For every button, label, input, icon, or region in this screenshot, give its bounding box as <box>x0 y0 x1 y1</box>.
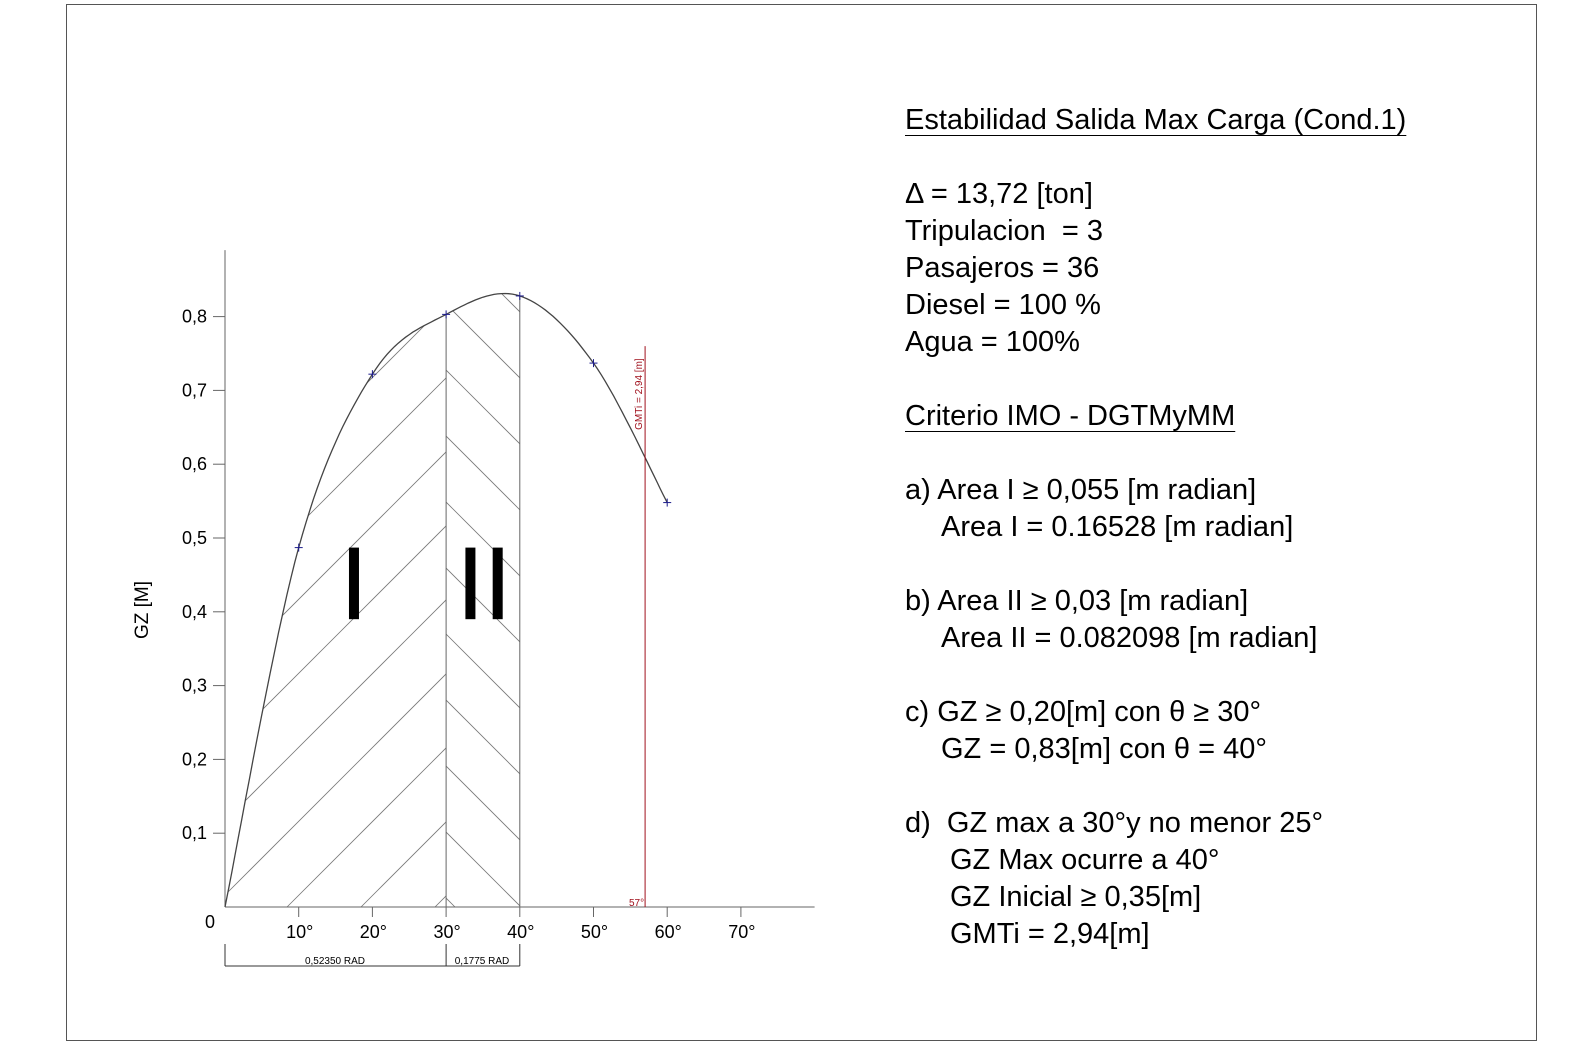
x-tick-label: 60° <box>654 922 682 942</box>
x-tick-label: 40° <box>507 922 535 942</box>
hatch-line <box>139 107 880 907</box>
area-ii-span-label: 0,1775 RAD <box>454 956 510 967</box>
hatch-line <box>0 107 455 907</box>
y-axis-label: GZ [M] <box>132 580 153 640</box>
hatch-line <box>777 107 880 907</box>
hatch-line <box>0 107 389 907</box>
hatch-line <box>583 107 880 907</box>
hatch-line <box>0 107 125 907</box>
hatch-line <box>0 107 347 907</box>
hatch-line <box>843 107 880 907</box>
hatch-line <box>447 107 880 907</box>
gz-point <box>442 310 450 318</box>
y-tick-label: 0,7 <box>181 380 207 401</box>
criterion-d-requirement: d) GZ max a 30°y no menor 25° <box>905 807 1324 839</box>
info-title: Estabilidad Salida Max Carga (Cond.1) <box>905 104 1407 136</box>
area-i-symbol <box>349 548 359 620</box>
gz-point <box>295 544 303 552</box>
hatch-line <box>0 107 569 907</box>
hatch-line <box>0 107 653 907</box>
y-tick-label: 0,3 <box>181 675 207 696</box>
hatch-line <box>183 107 880 907</box>
area-i-hatch <box>0 107 880 907</box>
x-tick-label: 30° <box>433 922 461 942</box>
hatch-line <box>711 107 880 907</box>
area-ii-symbol <box>465 548 502 620</box>
x-tick-label: 10° <box>286 922 314 942</box>
y-tick-label: 0,2 <box>181 749 207 770</box>
hatch-line <box>879 107 880 907</box>
stability-info-panel <box>905 102 1525 953</box>
gz-point <box>663 499 671 507</box>
hatch-line <box>51 107 851 907</box>
criterion-c-requirement: c) GZ ≥ 0,20[m] con θ ≥ 30° <box>905 696 1262 728</box>
criterion-d-initial-gz: GZ Inicial ≥ 0,35[m] <box>950 881 1202 913</box>
hatch-line <box>381 107 880 907</box>
hatch-line <box>117 107 880 907</box>
y-tick-label: 0,5 <box>181 528 207 548</box>
criterion-c-result: GZ = 0,83[m] con θ = 40° <box>941 733 1267 765</box>
hatch-line <box>0 107 521 907</box>
hatch-line <box>287 107 880 907</box>
hatch-line <box>213 107 880 907</box>
hatch-line <box>579 107 880 907</box>
hatch-line <box>0 107 191 907</box>
area-i-span-label: 0,52350 RAD <box>304 956 366 967</box>
criterion-d-gmt: GMTi = 2,94[m] <box>950 918 1150 950</box>
hatch-line <box>435 107 880 907</box>
x-tick-label: 20° <box>359 922 388 942</box>
hatch-line <box>0 107 273 907</box>
hatch-line <box>0 107 257 907</box>
param-displacement: Δ = 13,72 [ton] <box>905 178 1093 210</box>
origin-label: 0 <box>204 912 216 932</box>
hatch-line <box>315 107 880 907</box>
hatch-line <box>0 107 719 907</box>
x-tick-label: 70° <box>728 922 756 942</box>
criterion-a-requirement: a) Area I ≥ 0,055 [m radian] <box>905 474 1257 506</box>
hatch-line <box>0 107 125 907</box>
hatch-line <box>249 107 880 907</box>
hatch-line <box>657 107 880 907</box>
hatch-line <box>361 107 880 907</box>
hatch-line <box>65 107 865 907</box>
criterion-b-result: Area II = 0.082098 [m radian] <box>941 622 1318 654</box>
hatch-line <box>645 107 880 907</box>
hatch-line <box>0 107 785 907</box>
hatch-line <box>509 107 880 907</box>
param-diesel: Diesel = 100 % <box>905 289 1101 321</box>
hatch-line <box>0 107 587 907</box>
hatch-line <box>0 107 421 907</box>
gz-point <box>516 292 524 300</box>
gmt-line-label: GMTi = 2,94 [m] <box>634 358 646 430</box>
criterion-b-requirement: b) Area II ≥ 0,03 [m radian] <box>905 585 1249 617</box>
y-tick-label: 0,6 <box>181 454 207 475</box>
criterion-a-result: Area I = 0.16528 [m radian] <box>941 511 1294 543</box>
hatch-line <box>731 107 880 907</box>
hatch-line <box>0 107 791 907</box>
hatch-line <box>0 107 717 907</box>
criteria-title: Criterio IMO - DGTMyMM <box>905 400 1236 432</box>
y-tick-label: 0,1 <box>181 823 207 844</box>
hatch-line <box>0 107 323 907</box>
param-crew: Tripulacion = 3 <box>905 215 1104 247</box>
hatch-line <box>0 107 199 907</box>
criterion-d-max-angle: GZ Max ocurre a 40° <box>950 844 1220 876</box>
gz-point <box>368 370 376 378</box>
y-tick-label: 0,4 <box>181 601 207 622</box>
y-tick-label: 0,8 <box>181 306 207 327</box>
hatch-line <box>805 107 880 907</box>
area-ii-hatch <box>0 107 880 907</box>
param-passengers: Pasajeros = 36 <box>905 252 1100 284</box>
x-tick-label: 50° <box>580 922 609 942</box>
gmt-foot-label: 57° <box>628 898 645 909</box>
hatch-line <box>513 107 880 907</box>
hatch-line <box>0 107 646 907</box>
param-water: Agua = 100% <box>905 326 1080 358</box>
